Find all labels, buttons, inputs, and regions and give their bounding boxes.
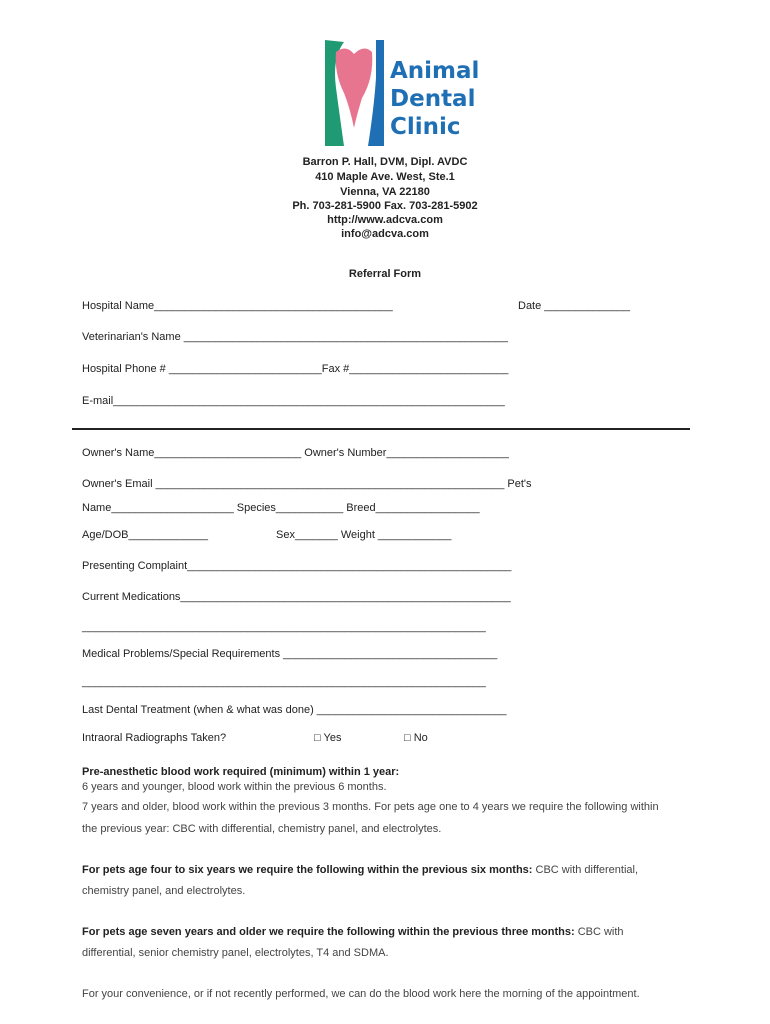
radiographs-no-option[interactable]: [404, 731, 428, 745]
phone-fax: Ph. 703-281-5900 Fax. 703-281-5902: [292, 200, 478, 212]
text: CBC with differential,: [532, 864, 639, 876]
date-field[interactable]: Date ______________: [518, 300, 630, 312]
vet-name-field[interactable]: Veterinarian's Name _____________________________________________________: [82, 331, 508, 343]
bloodwork-age-7-plus-cont: differential, senior chemistry panel, electrolytes, T4 and SDMA.: [82, 947, 389, 959]
yes-label: Yes: [323, 732, 342, 744]
medical-continued-field[interactable]: __________________________________________________________________: [82, 676, 486, 688]
address-street: 410 Maple Ave. West, Ste.1: [315, 171, 455, 183]
logo-text-animal: Animal: [390, 58, 480, 84]
radiographs-yes-option[interactable]: [314, 731, 341, 745]
bloodwork-age-4-6-cont: chemistry panel, and electrolytes.: [82, 885, 246, 897]
doctor-name: Barron P. Hall, DVM, Dipl. AVDC: [302, 156, 468, 168]
email-field[interactable]: E-mail________________________________________________________________: [82, 395, 505, 407]
medications-continued-field[interactable]: __________________________________________________________________: [82, 621, 486, 633]
logo-text-clinic: Clinic: [390, 114, 461, 140]
current-medications-field[interactable]: Current Medications______________________________________________________: [82, 591, 511, 603]
bold-text: For pets age four to six years we require the following within the previous six months:: [82, 864, 533, 876]
checkbox-icon[interactable]: □: [404, 732, 411, 744]
bloodwork-line-3: the previous year: CBC with differential, chemistry panel, and electrolytes.: [82, 823, 442, 835]
no-label: No: [413, 732, 428, 744]
sex-weight-field[interactable]: Sex_______ Weight ____________: [276, 529, 452, 541]
bloodwork-line-1: 6 years and younger, blood work within the previous 6 months.: [82, 781, 387, 793]
radiographs-label: Intraoral Radiographs Taken?: [82, 732, 227, 744]
age-field[interactable]: Age/DOB_____________: [82, 529, 208, 541]
bloodwork-line-2: 7 years and older, blood work within the previous 3 months. For pets age one to 4 years we require the following within: [82, 801, 659, 813]
last-dental-treatment-field[interactable]: Last Dental Treatment (when & what was done) _______________________________: [82, 704, 507, 716]
owner-email-field[interactable]: Owner's Email _________________________________________________________ Pet's: [82, 478, 532, 490]
logo-text-dental: Dental: [390, 86, 476, 112]
hospital-name-field[interactable]: Hospital Name_______________________________________: [82, 300, 393, 312]
convenience-note: For your convenience, or if not recently performed, we can do the blood work here the morning of the appointment.: [82, 988, 640, 1000]
medical-problems-field[interactable]: Medical Problems/Special Requirements ___________________________________: [82, 648, 498, 660]
address-city: Vienna, VA 22180: [340, 186, 430, 198]
email-address: info@adcva.com: [341, 228, 429, 240]
bloodwork-age-4-6: [82, 863, 638, 877]
bloodwork-heading: Pre-anesthetic blood work required (minimum) within 1 year:: [82, 766, 400, 778]
bold-text: For pets age seven years and older we require the following within the previous three months:: [82, 926, 575, 938]
tooth-logo-icon: [322, 38, 386, 150]
pet-name-species-breed-field[interactable]: Name____________________ Species___________ Breed_________________: [82, 502, 480, 514]
clinic-logo: [322, 38, 492, 150]
bloodwork-age-7-plus: [82, 925, 624, 939]
hospital-phone-fax-field[interactable]: Hospital Phone # _________________________Fax #__________________________: [82, 363, 509, 375]
text: CBC with: [574, 926, 624, 938]
owner-name-field[interactable]: Owner's Name________________________ Owner's Number____________________: [82, 447, 509, 459]
section-divider: [72, 428, 690, 430]
website-link[interactable]: http://www.adcva.com: [327, 214, 443, 226]
form-title: Referral Form: [348, 268, 422, 280]
presenting-complaint-field[interactable]: Presenting Complaint_____________________________________________________: [82, 560, 512, 572]
checkbox-icon[interactable]: □: [314, 732, 321, 744]
